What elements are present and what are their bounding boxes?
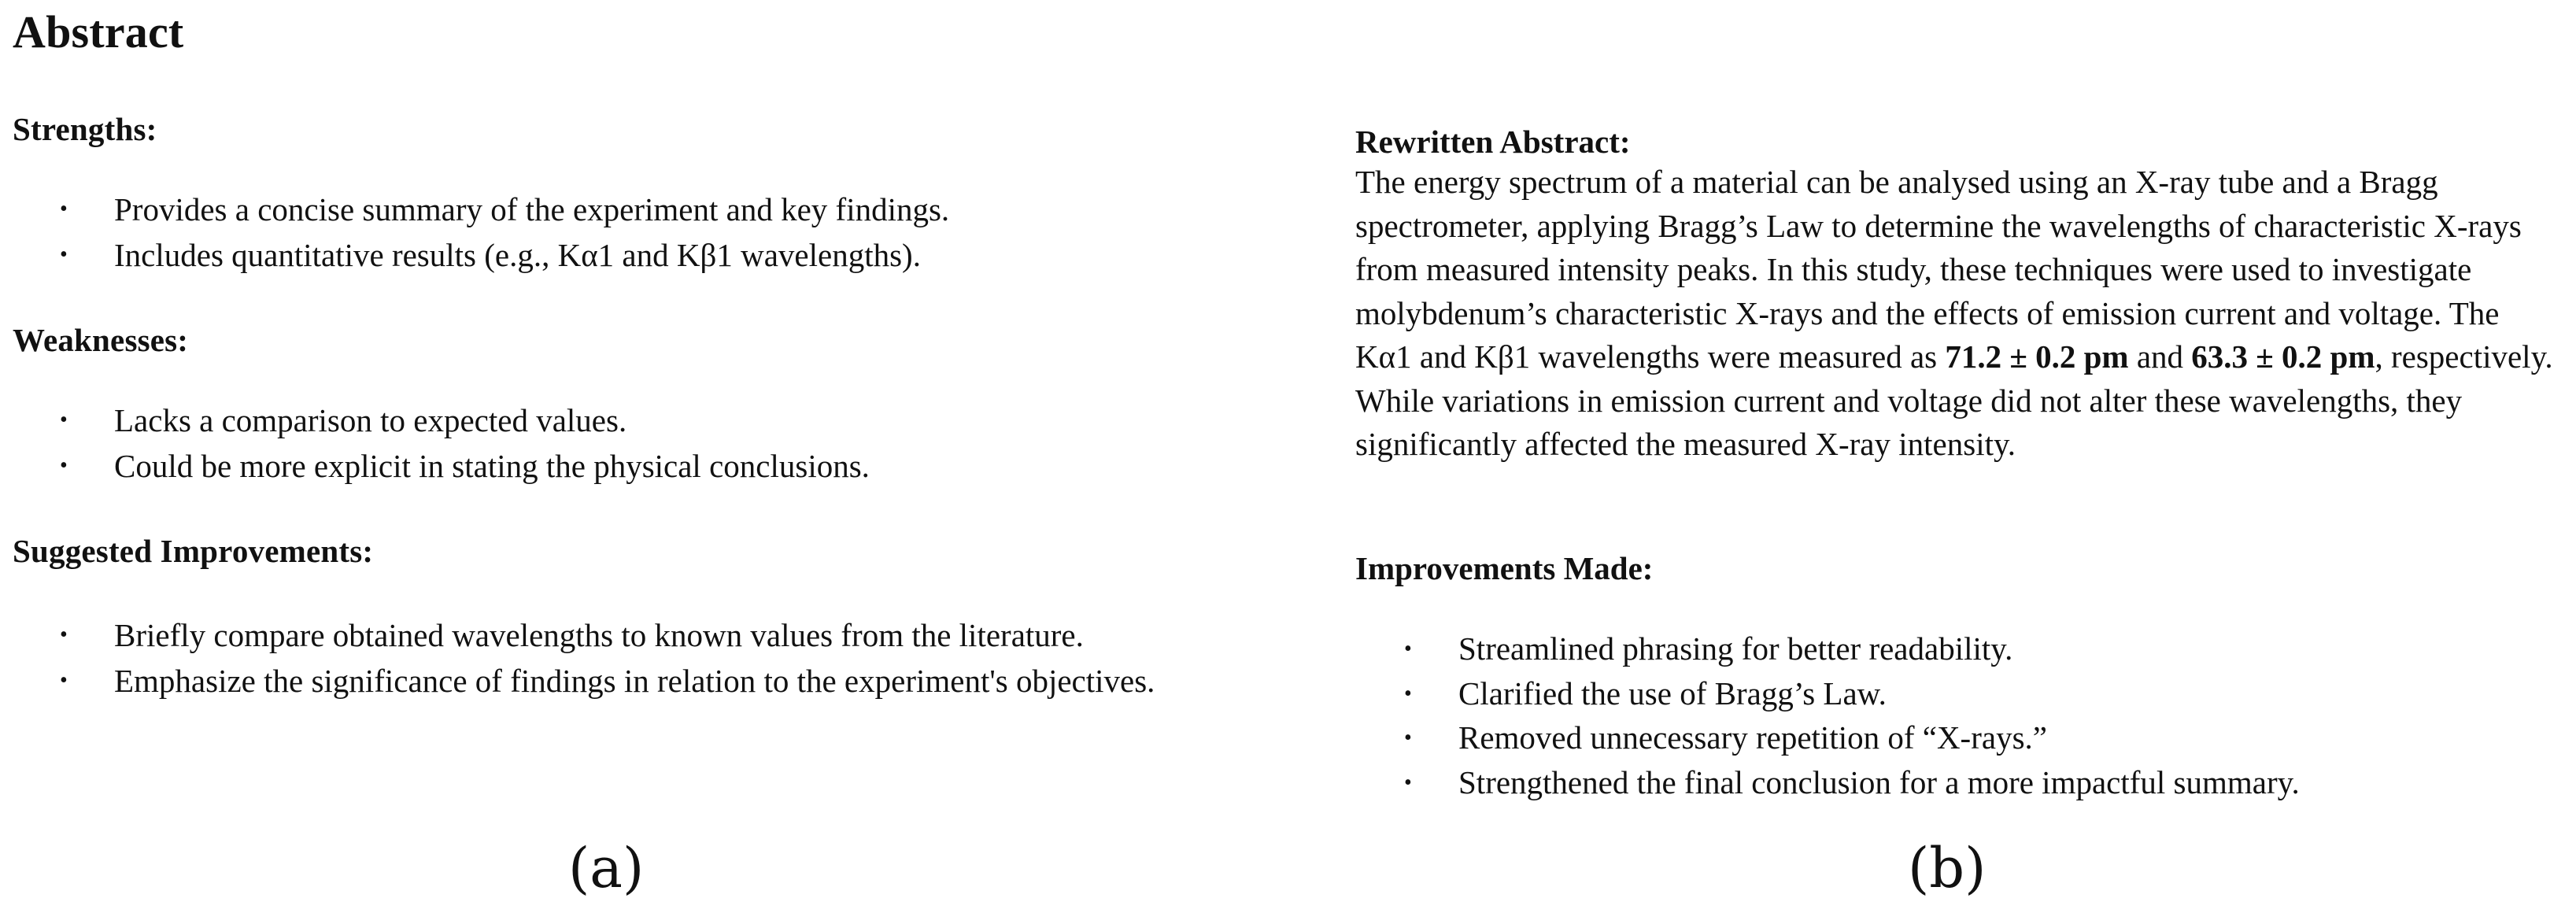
suggested-improvements-list (60, 612, 1217, 704)
improvements-made-heading: Improvements Made: (1355, 550, 1654, 586)
panel-b (1288, 0, 2576, 924)
rewritten-text-part-1: The energy spectrum of a material can be analysed using an X-ray tube and a Bragg spectrometer, applying Bragg’s Law to determine the wavelengths of characteristic X-rays from measured intensity peaks. In this study, these techniques were used to investigate molybdenum’s characteristic X-rays and the effects of emission current and voltage. The Kα1 and Kβ1 wavelengths were measured as (1355, 164, 2522, 375)
list-item: • Removed unnecessary repetition of “X-rays.” (1404, 715, 2300, 760)
page-title: Abstract (13, 6, 184, 57)
rewritten-abstract-heading: Rewritten Abstract: (1355, 124, 1631, 160)
weaknesses-list (60, 397, 870, 489)
list-item: • Streamlined phrasing for better readability. (1404, 626, 2300, 671)
strengths-heading: Strengths: (13, 111, 157, 147)
list-item: • Clarified the use of Bragg’s Law. (1404, 671, 2300, 716)
list-item: • Strengthened the final conclusion for a more impactful summary. (1404, 760, 2300, 805)
strengths-list (60, 187, 949, 278)
kalpha1-value: 71.2 ± 0.2 pm (1945, 338, 2129, 375)
list-item: • Lacks a comparison to expected values. (60, 397, 870, 443)
list-item: • Could be more explicit in stating the physical conclusions. (60, 443, 870, 489)
rewritten-text-part-2: and (2128, 338, 2192, 375)
improvements-made-list (1404, 626, 2300, 804)
caption-a: (a) (568, 836, 645, 900)
kbeta1-value: 63.3 ± 0.2 pm (2191, 338, 2375, 375)
weaknesses-heading: Weaknesses: (13, 322, 189, 358)
rewritten-text-part-3: , respectively. While variations in emission current and voltage did not alter these wavelengths, they significantly affected the measured X-ray intensity. (1355, 338, 2553, 462)
caption-b: (b) (1908, 836, 1987, 900)
list-item: • Briefly compare obtained wavelengths to known values from the literature. (60, 612, 1217, 658)
list-item: • Includes quantitative results (e.g., Kα1 and Kβ1 wavelengths). (60, 232, 949, 278)
rewritten-abstract-text (1355, 161, 2556, 467)
list-item: • Provides a concise summary of the experiment and key findings. (60, 187, 949, 232)
list-item: • Emphasize the significance of findings in relation to the experiment's objectives. (60, 658, 1217, 704)
suggested-improvements-heading: Suggested Improvements: (13, 533, 374, 569)
